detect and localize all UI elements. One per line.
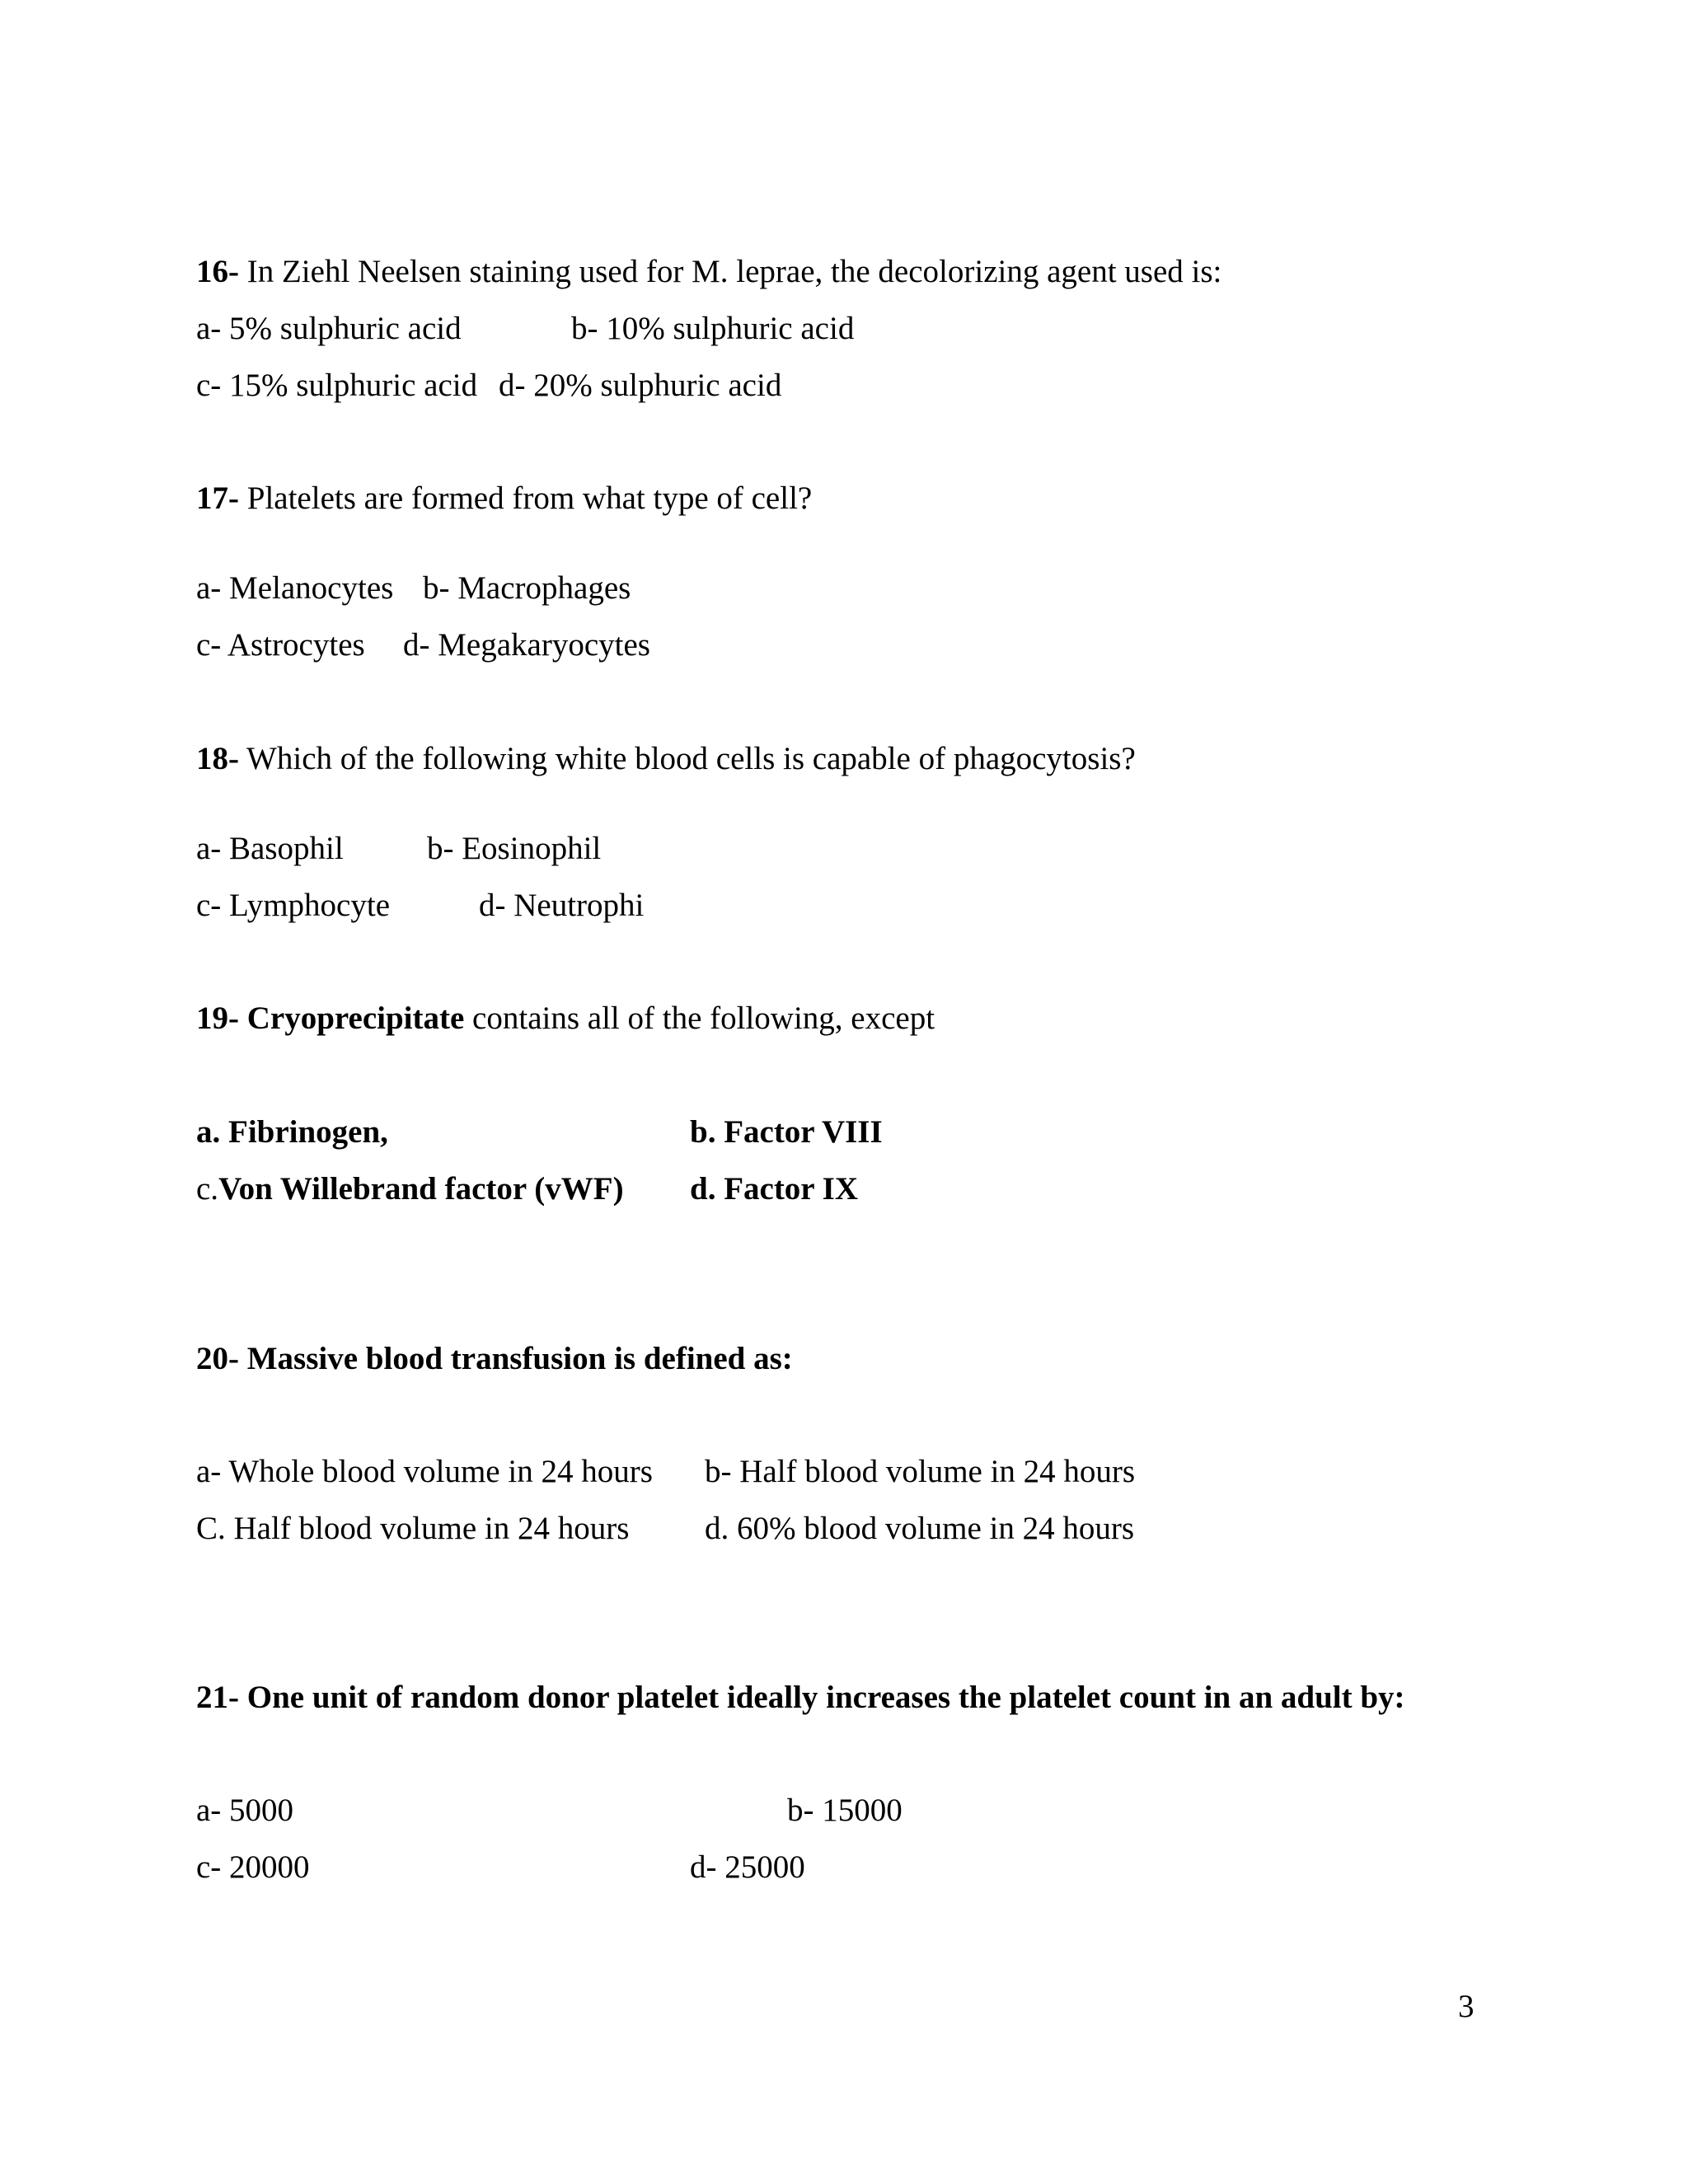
question-21-text: One unit of random donor platelet ideally increases the platelet count in an adult by: xyxy=(239,1680,1405,1715)
question-19-number: 19- xyxy=(196,1001,239,1036)
question-18-option-b: b- Eosinophil xyxy=(427,831,602,866)
question-16-option-d: d- 20% sulphuric acid xyxy=(499,368,782,403)
question-17-option-d: d- Megakaryocytes xyxy=(403,627,650,663)
question-17-stem xyxy=(196,482,812,514)
question-21-option-b: b- 15000 xyxy=(787,1793,903,1828)
question-16-option-c: c- 15% sulphuric acid xyxy=(196,368,478,403)
question-17-number: 17- xyxy=(196,480,239,516)
question-20-option-a: a- Whole blood volume in 24 hours xyxy=(196,1454,653,1489)
question-19-option-b: b. Factor VIII xyxy=(690,1114,883,1150)
question-19-option-d: d. Factor IX xyxy=(690,1171,859,1207)
question-21-option-a: a- 5000 xyxy=(196,1793,294,1828)
question-18-option-c: c- Lymphocyte xyxy=(196,888,391,923)
question-21-option-d: d- 25000 xyxy=(690,1849,805,1885)
question-18-option-a: a- Basophil xyxy=(196,831,344,866)
page-number: 3 xyxy=(1458,1989,1475,2024)
question-16-number: 16- xyxy=(196,254,239,289)
question-17-option-c: c- Astrocytes xyxy=(196,627,365,663)
question-17-option-b: b- Macrophages xyxy=(423,570,631,606)
question-18-text: Which of the following white blood cells is capable of phagocytosis? xyxy=(239,741,1136,776)
question-19-option-a: a. Fibrinogen, xyxy=(196,1114,388,1150)
question-19-text: contains all of the following, except xyxy=(464,1001,935,1036)
question-16-text: In Ziehl Neelsen staining used for M. leprae, the decolorizing agent used is: xyxy=(239,254,1222,289)
question-16-option-b: b- 10% sulphuric acid xyxy=(571,311,855,346)
question-20-option-d: d. 60% blood volume in 24 hours xyxy=(705,1511,1135,1546)
question-20-text: Massive blood transfusion is defined as: xyxy=(239,1341,793,1376)
question-17-text: Platelets are formed from what type of cell? xyxy=(239,480,813,516)
question-20-number: 20- xyxy=(196,1341,239,1376)
question-21-option-c: c- 20000 xyxy=(196,1849,310,1885)
question-17-option-a: a- Melanocytes xyxy=(196,570,394,606)
question-16-option-a: a- 5% sulphuric acid xyxy=(196,311,462,346)
question-19-option-c-text: Von Willebrand factor (vWF) xyxy=(218,1171,624,1207)
question-19-option-c-prefix: c. xyxy=(196,1171,219,1207)
question-21-number: 21- xyxy=(196,1680,239,1715)
question-19-term: Cryoprecipitate xyxy=(239,1001,465,1036)
question-21-stem xyxy=(196,1681,1405,1713)
question-19-stem xyxy=(196,1002,935,1034)
question-20-option-b: b- Half blood volume in 24 hours xyxy=(705,1454,1136,1489)
question-20-option-c: C. Half blood volume in 24 hours xyxy=(196,1511,630,1546)
question-16-stem xyxy=(196,255,1221,288)
question-20-stem xyxy=(196,1343,793,1375)
question-18-stem xyxy=(196,743,1136,775)
question-18-number: 18- xyxy=(196,741,239,776)
question-19-option-c xyxy=(196,1173,624,1205)
question-18-option-d: d- Neutrophi xyxy=(479,888,645,923)
